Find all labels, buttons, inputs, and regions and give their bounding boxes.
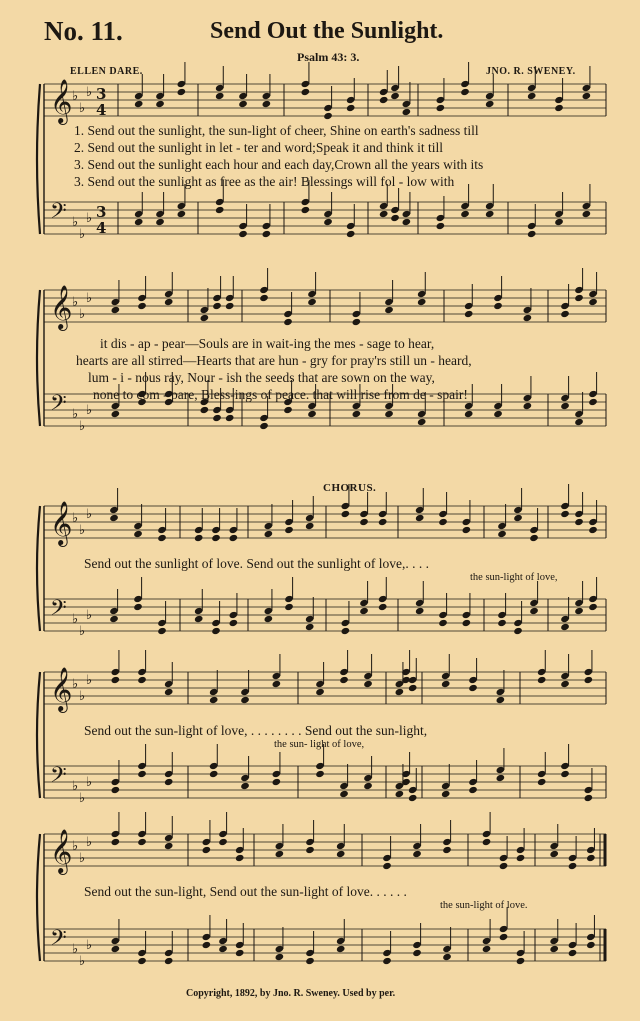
flat-sign: ♭ — [72, 89, 79, 104]
treble-clef: 𝄞 — [50, 501, 73, 545]
note-head — [560, 680, 570, 688]
note-head — [238, 230, 248, 238]
note-head — [496, 774, 506, 782]
treble-clef: 𝄞 — [50, 829, 73, 873]
note-head — [164, 957, 174, 965]
flat-sign: ♭ — [72, 677, 79, 692]
note-head — [305, 957, 315, 965]
note-head — [582, 210, 592, 218]
flat-sign: ♭ — [72, 407, 79, 422]
note-head — [235, 854, 245, 862]
note-head — [301, 206, 311, 214]
note-head — [111, 786, 121, 794]
note-head — [218, 838, 228, 846]
note-head — [284, 603, 294, 611]
note-head — [499, 862, 509, 870]
note-head — [588, 603, 598, 611]
flat-sign: ♭ — [72, 612, 79, 627]
flat-sign: ♭ — [79, 101, 86, 116]
treble-clef: 𝄞 — [50, 79, 73, 123]
note-head — [359, 518, 369, 526]
note-head — [493, 410, 503, 418]
hymn-title: Send Out the Sunlight. — [210, 18, 444, 44]
note-head — [155, 100, 165, 108]
note-head — [378, 603, 388, 611]
note-head — [529, 534, 539, 542]
chorus-echo-1: the sun-light of love, — [470, 572, 558, 583]
note-head — [164, 688, 174, 696]
note-head — [462, 526, 472, 534]
brace — [37, 84, 40, 234]
chorus-echo-3: the sun-light of love. — [440, 900, 528, 911]
verse-line-1: 1. Send out the sunlight, the sun-light of cheer, Shine on earth's sadness till — [74, 123, 479, 138]
time-sig-top: 3 — [96, 203, 107, 221]
note-head — [259, 422, 269, 430]
note-head — [305, 522, 315, 530]
note-head — [537, 778, 547, 786]
note-head — [194, 615, 204, 623]
note-head — [259, 294, 269, 302]
note-head — [352, 410, 362, 418]
bass-clef: 𝄢 — [50, 596, 67, 626]
chorus-line-1: Send out the sunlight of love. Send out the sunlight of love,. . . . — [84, 556, 429, 571]
note-head — [584, 794, 594, 802]
note-head — [568, 862, 578, 870]
note-head — [482, 838, 492, 846]
note-head — [523, 314, 533, 322]
note-head — [157, 534, 167, 542]
note-head — [307, 410, 317, 418]
note-head — [537, 676, 547, 684]
note-head — [442, 953, 452, 961]
note-head — [382, 957, 392, 965]
note-head — [415, 514, 425, 522]
note-head — [584, 676, 594, 684]
note-head — [408, 684, 418, 692]
flat-sign: ♭ — [86, 211, 93, 226]
note-head — [363, 680, 373, 688]
time-sig-bottom: 4 — [96, 101, 107, 119]
scripture-reference: Psalm 43: 3. — [297, 50, 360, 64]
note-head — [157, 627, 167, 635]
note-head — [137, 676, 147, 684]
note-head — [264, 530, 274, 538]
brace — [37, 672, 40, 798]
note-head — [341, 510, 351, 518]
note-head — [441, 790, 451, 798]
verse-line-2: 2. Send out the sunlight in let - ter and word;Speak it and think it till — [74, 140, 443, 155]
note-head — [436, 104, 446, 112]
brace — [37, 506, 40, 631]
note-head — [395, 688, 405, 696]
note-head — [482, 945, 492, 953]
note-head — [408, 794, 418, 802]
bass-clef: 𝄢 — [50, 926, 67, 956]
flat-sign: ♭ — [72, 779, 79, 794]
flat-sign: ♭ — [86, 291, 93, 306]
flat-sign: ♭ — [79, 523, 86, 538]
note-head — [523, 402, 533, 410]
note-head — [323, 218, 333, 226]
note-head — [379, 210, 389, 218]
note-head — [438, 518, 448, 526]
verse-line-4: 3. Send out the sunlight as free as the air! Blessings will fol - low with — [74, 174, 455, 189]
note-head — [412, 949, 422, 957]
note-head — [305, 846, 315, 854]
flat-sign: ♭ — [72, 215, 79, 230]
note-head — [211, 627, 221, 635]
note-head — [225, 302, 235, 310]
note-head — [109, 615, 119, 623]
flat-sign: ♭ — [72, 942, 79, 957]
note-head — [215, 92, 225, 100]
note-head — [513, 627, 523, 635]
note-head — [336, 945, 346, 953]
note-head — [346, 230, 356, 238]
note-head — [462, 619, 472, 627]
note-head — [264, 615, 274, 623]
note-head — [516, 957, 526, 965]
note-head — [574, 607, 584, 615]
note-head — [111, 676, 121, 684]
flat-sign: ♭ — [79, 307, 86, 322]
note-head — [134, 100, 144, 108]
note-head — [275, 850, 285, 858]
note-head — [212, 414, 222, 422]
note-head — [499, 933, 509, 941]
note-head — [438, 619, 448, 627]
note-head — [111, 410, 121, 418]
note-head — [111, 306, 121, 314]
note-head — [284, 526, 294, 534]
note-head — [137, 770, 147, 778]
note-head — [384, 410, 394, 418]
note-head — [262, 100, 272, 108]
chorus-line-3: Send out the sun-light, Send out the sun-light of love. . . . . . — [84, 884, 407, 899]
treble-clef: 𝄞 — [50, 285, 73, 329]
note-head — [574, 518, 584, 526]
note-head — [485, 210, 495, 218]
note-head — [272, 778, 282, 786]
note-head — [137, 302, 147, 310]
time-sig-top: 3 — [96, 85, 107, 103]
note-head — [574, 294, 584, 302]
note-head — [346, 104, 356, 112]
chorus-echo-2: the sun- light of love, — [274, 739, 365, 750]
note-head — [202, 846, 212, 854]
verse-cont-line-4: none to com - pare, Bless-ings of peace. that will rise from de - spair! — [93, 387, 468, 402]
note-head — [305, 623, 315, 631]
note-head — [529, 607, 539, 615]
note-head — [560, 623, 570, 631]
flat-sign: ♭ — [86, 608, 93, 623]
note-head — [464, 310, 474, 318]
note-head — [218, 945, 228, 953]
note-head — [225, 414, 235, 422]
treble-clef: 𝄞 — [50, 667, 73, 711]
note-head — [586, 854, 596, 862]
note-head — [134, 218, 144, 226]
note-head — [164, 778, 174, 786]
note-head — [238, 100, 248, 108]
note-head — [549, 945, 559, 953]
note-head — [588, 526, 598, 534]
note-head — [352, 318, 362, 326]
flat-sign: ♭ — [86, 403, 93, 418]
bass-clef: 𝄢 — [50, 199, 67, 229]
note-head — [133, 603, 143, 611]
note-head — [240, 782, 250, 790]
note-head — [395, 790, 405, 798]
composer-credit: JNO. R. SWENEY. — [486, 66, 576, 77]
note-head — [272, 680, 282, 688]
note-head — [554, 218, 564, 226]
note-head — [560, 402, 570, 410]
note-head — [568, 949, 578, 957]
note-head — [493, 302, 503, 310]
note-head — [436, 222, 446, 230]
note-head — [384, 306, 394, 314]
bass-clef: 𝄢 — [50, 391, 67, 421]
note-head — [336, 850, 346, 858]
note-head — [339, 676, 349, 684]
note-head — [402, 108, 412, 116]
note-head — [464, 410, 474, 418]
bass-clef: 𝄢 — [50, 763, 67, 793]
flat-sign: ♭ — [79, 624, 86, 639]
note-head — [133, 530, 143, 538]
hymn-number: No. 11. — [44, 16, 123, 46]
note-head — [588, 398, 598, 406]
brace — [37, 290, 40, 426]
note-head — [155, 218, 165, 226]
note-head — [402, 218, 412, 226]
note-head — [441, 680, 451, 688]
note-head — [137, 957, 147, 965]
note-head — [283, 406, 293, 414]
note-head — [283, 318, 293, 326]
note-head — [412, 850, 422, 858]
copyright-notice: Copyright, 1892, by Jno. R. Sweney. Used by per. — [186, 988, 396, 999]
note-head — [212, 302, 222, 310]
note-head — [527, 230, 537, 238]
note-head — [229, 534, 239, 542]
note-head — [586, 941, 596, 949]
note-head — [111, 838, 121, 846]
note-head — [442, 846, 452, 854]
flat-sign: ♭ — [86, 835, 93, 850]
note-head — [177, 210, 187, 218]
verse-cont-line-3: lum - i - nous ray, Nour - ish the seeds that are sown on the way, — [88, 370, 435, 385]
note-head — [588, 298, 598, 306]
flat-sign: ♭ — [72, 295, 79, 310]
verse-line-3: 3. Send out the sunlight each hour and each day,Crown all the years with its — [74, 157, 484, 172]
flat-sign: ♭ — [86, 507, 93, 522]
note-head — [194, 534, 204, 542]
flat-sign: ♭ — [79, 689, 86, 704]
note-head — [415, 607, 425, 615]
note-head — [549, 850, 559, 858]
note-head — [315, 688, 325, 696]
note-head — [560, 310, 570, 318]
note-head — [497, 530, 507, 538]
flat-sign: ♭ — [86, 938, 93, 953]
note-head — [468, 786, 478, 794]
note-head — [262, 230, 272, 238]
note-head — [229, 619, 239, 627]
chorus-heading: CHORUS. — [323, 482, 377, 494]
note-head — [202, 941, 212, 949]
note-head — [211, 534, 221, 542]
note-head — [109, 514, 119, 522]
flat-sign: ♭ — [86, 775, 93, 790]
verse-cont-line-1: it dis - ap - pear—Souls are in wait-ing the mes - sage to hear, — [100, 336, 435, 351]
note-head — [275, 953, 285, 961]
note-head — [215, 206, 225, 214]
note-head — [363, 782, 373, 790]
note-head — [390, 92, 400, 100]
note-head — [137, 838, 147, 846]
note-head — [164, 842, 174, 850]
note-head — [200, 314, 210, 322]
note-head — [240, 696, 250, 704]
note-head — [554, 104, 564, 112]
note-head — [527, 92, 537, 100]
note-head — [235, 949, 245, 957]
flat-sign: ♭ — [79, 227, 86, 242]
note-head — [516, 854, 526, 862]
note-head — [513, 514, 523, 522]
note-head — [379, 96, 389, 104]
note-head — [496, 696, 506, 704]
flat-sign: ♭ — [86, 673, 93, 688]
verse-cont-line-2: hearts are all stirred—Hearts that are hun - gry for pray'rs still un - heard, — [76, 353, 472, 368]
flat-sign: ♭ — [79, 851, 86, 866]
note-head — [468, 684, 478, 692]
note-head — [323, 112, 333, 120]
note-head — [315, 770, 325, 778]
note-head — [417, 418, 427, 426]
note-head — [582, 92, 592, 100]
author-credit: ELLEN DARE. — [70, 66, 143, 77]
note-head — [200, 406, 210, 414]
note-head — [485, 100, 495, 108]
note-head — [378, 518, 388, 526]
time-sig-bottom: 4 — [96, 219, 107, 237]
flat-sign: ♭ — [79, 954, 86, 969]
brace — [37, 834, 40, 961]
note-head — [417, 298, 427, 306]
flat-sign: ♭ — [79, 791, 86, 806]
note-head — [460, 210, 470, 218]
note-head — [164, 298, 174, 306]
note-head — [301, 88, 311, 96]
note-head — [460, 88, 470, 96]
note-head — [341, 627, 351, 635]
note-head — [560, 510, 570, 518]
flat-sign: ♭ — [72, 839, 79, 854]
note-head — [574, 418, 584, 426]
note-head — [307, 298, 317, 306]
chorus-line-2: Send out the sun-light of love, . . . . . . . . Send out the sun-light, — [84, 723, 428, 738]
note-head — [209, 696, 219, 704]
note-head — [390, 214, 400, 222]
note-head — [339, 790, 349, 798]
note-head — [359, 607, 369, 615]
note-head — [497, 619, 507, 627]
note-head — [111, 945, 121, 953]
flat-sign: ♭ — [72, 511, 79, 526]
note-head — [560, 770, 570, 778]
note-head — [209, 770, 219, 778]
flat-sign: ♭ — [86, 85, 93, 100]
flat-sign: ♭ — [79, 419, 86, 434]
note-head — [382, 862, 392, 870]
note-head — [177, 88, 187, 96]
